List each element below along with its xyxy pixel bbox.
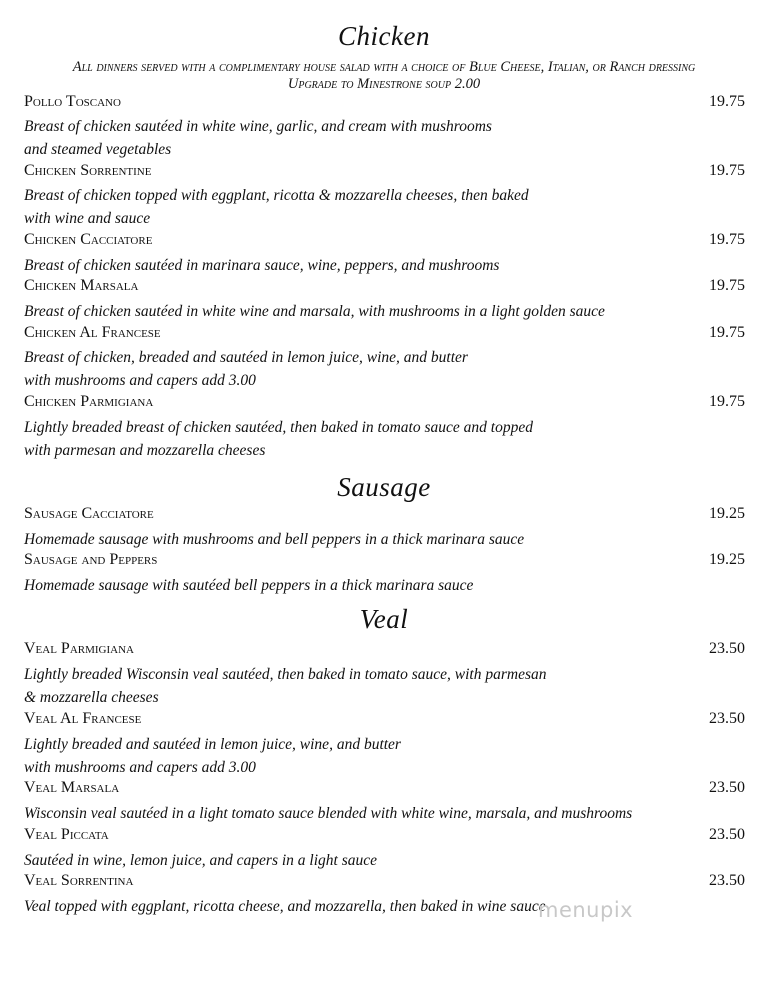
menu-item-price: 19.75 [709, 231, 745, 248]
dinner-note: All dinners served with a complimentary house salad with a choice of Blue Cheese, Italian, or Ranch dressing [72, 59, 696, 75]
menu-item-desc: Wisconsin veal sautéed in a light tomato sauce blended with white wine, marsala, and mushrooms [24, 805, 633, 822]
menu-item-desc: Sautéed in wine, lemon juice, and capers in a light sauce [24, 852, 377, 869]
menu-item-price: 23.50 [709, 710, 745, 727]
menu-item-desc: with wine and sauce [24, 210, 151, 227]
menu-item-name: Pollo Toscano [24, 93, 121, 110]
menu-item-name: Veal Piccata [24, 826, 109, 843]
menu-item-price: 19.75 [709, 93, 745, 110]
menu-item-price: 19.75 [709, 393, 745, 410]
menu-item-name: Veal Parmigiana [24, 640, 134, 657]
menu-item-name: Veal Marsala [24, 779, 120, 796]
menu-item-name: Veal Al Francese [24, 710, 142, 727]
menu-item-desc: Homemade sausage with mushrooms and bell peppers in a thick marinara sauce [24, 531, 525, 548]
menu-item-desc: with parmesan and mozzarella cheeses [24, 442, 266, 459]
menu-item-price: 19.25 [709, 551, 745, 568]
menu-item-desc: with mushrooms and capers add 3.00 [24, 759, 256, 776]
menupix-watermark: menupix [538, 898, 634, 922]
menu-item-desc: & mozzarella cheeses [24, 689, 159, 706]
menu-item-price: 19.75 [709, 324, 745, 341]
menu-item-price: 23.50 [709, 872, 745, 889]
menu-item-desc: Veal topped with eggplant, ricotta cheese, and mozzarella, then baked in wine sauce [24, 898, 546, 915]
section-title-veal: Veal [359, 604, 409, 634]
menu-item-name: Chicken Al Francese [24, 324, 161, 341]
menu-item-desc: Breast of chicken sautéed in white wine, garlic, and cream with mushrooms [24, 118, 492, 135]
menu-item-price: 23.50 [709, 640, 745, 657]
menu-item-desc: Lightly breaded breast of chicken sautéed, then baked in tomato sauce and topped [24, 419, 533, 436]
menu-item-name: Chicken Cacciatore [24, 231, 153, 248]
section-title-chicken: Chicken [338, 21, 430, 51]
menu-item-price: 19.75 [709, 277, 745, 294]
menu-item-name: Veal Sorrentina [24, 872, 134, 889]
menu-item-name: Chicken Parmigiana [24, 393, 154, 410]
menu-item-name: Chicken Sorrentine [24, 162, 152, 179]
menu-item-desc: Lightly breaded and sautéed in lemon juice, wine, and butter [24, 736, 401, 753]
menu-item-desc: Breast of chicken sautéed in marinara sauce, wine, peppers, and mushrooms [24, 257, 500, 274]
menu-item-desc: Homemade sausage with sautéed bell peppers in a thick marinara sauce [24, 577, 474, 594]
menu-item-desc: Lightly breaded Wisconsin veal sautéed, then baked in tomato sauce, with parmesan [24, 666, 547, 683]
menu-item-price: 19.25 [709, 505, 745, 522]
menu-item-desc: with mushrooms and capers add 3.00 [24, 372, 256, 389]
menu-item-name: Sausage Cacciatore [24, 505, 154, 522]
section-title-sausage: Sausage [337, 472, 431, 502]
menu-item-name: Chicken Marsala [24, 277, 139, 294]
upgrade-note: Upgrade to Minestrone soup 2.00 [287, 76, 481, 92]
menu-item-price: 19.75 [709, 162, 745, 179]
menu-item-desc: and steamed vegetables [24, 141, 172, 158]
menu-item-desc: Breast of chicken topped with eggplant, ricotta & mozzarella cheeses, then baked [24, 187, 529, 204]
menu-item-price: 23.50 [709, 779, 745, 796]
menu-item-name: Sausage and Peppers [24, 551, 158, 568]
menu-item-desc: Breast of chicken sautéed in white wine and marsala, with mushrooms in a light golden sauce [24, 303, 605, 320]
menu-item-desc: Breast of chicken, breaded and sautéed in lemon juice, wine, and butter [24, 349, 468, 366]
menu-item-price: 23.50 [709, 826, 745, 843]
